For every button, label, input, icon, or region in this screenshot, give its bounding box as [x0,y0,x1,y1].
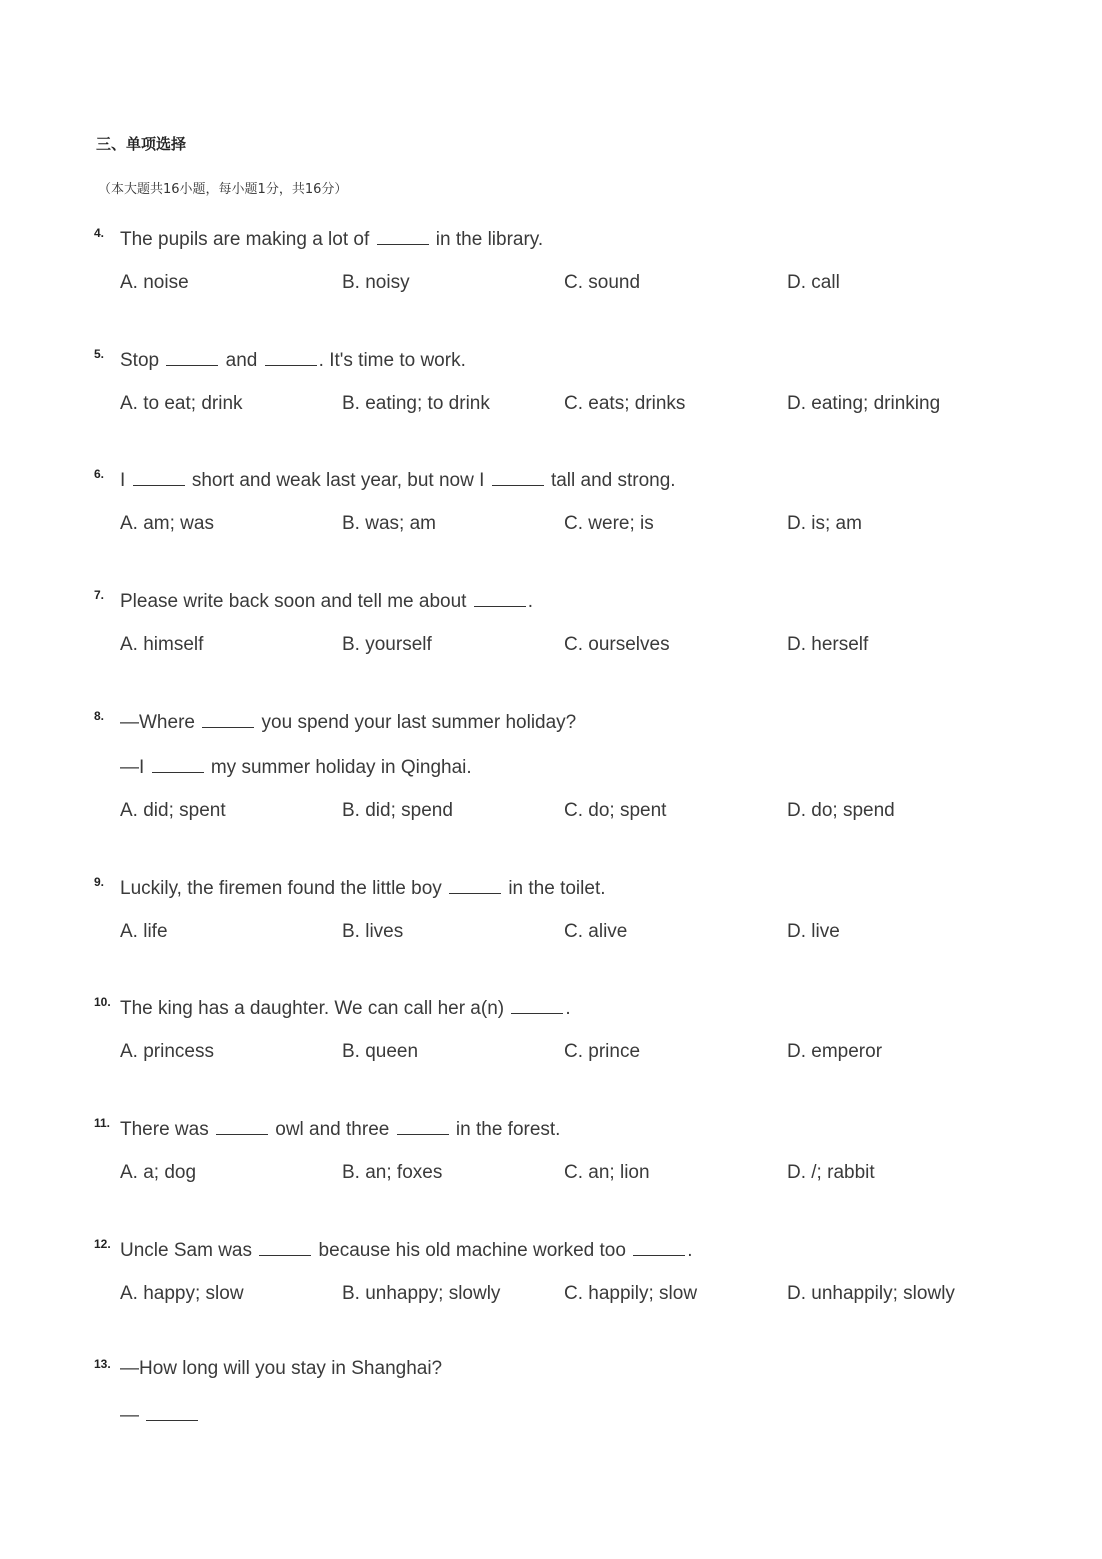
stem-text: . [687,1240,693,1261]
answer-blank [265,347,317,366]
answer-blank [511,995,563,1014]
answer-option: D. is; am [787,513,862,534]
answer-options [120,633,1040,657]
answer-option: C. ourselves [564,634,670,655]
stem-text: Uncle Sam was [120,1240,258,1261]
answer-option: A. a; dog [120,1162,197,1183]
answer-option: D. unhappily; slowly [787,1283,955,1304]
answer-blank [133,467,185,486]
answer-option: B. noisy [342,272,410,293]
answer-blank [166,347,218,366]
stem-text: The pupils are making a lot of [120,229,375,250]
answer-option: C. alive [564,921,628,942]
stem-text: tall and strong. [545,470,676,491]
answer-option: B. queen [342,1041,419,1062]
question-stem [120,1402,200,1428]
question-number: 8. [94,709,105,723]
answer-option: A. am; was [120,513,214,534]
stem-text: —Where [120,712,201,733]
answer-option: C. prince [564,1041,641,1062]
question-number: 9. [94,875,105,889]
answer-option: C. happily; slow [564,1283,698,1304]
stem-text: There was [120,1119,214,1140]
question-stem [120,347,466,373]
answer-option: B. unhappy; slowly [342,1283,501,1304]
question-number: 5. [94,347,105,361]
question-stem [120,588,533,614]
answer-option: D. /; rabbit [787,1162,875,1183]
answer-option: C. were; is [564,513,654,534]
answer-options [120,271,1040,295]
answer-option: D. eating; drinking [787,393,941,414]
answer-blank [216,1116,268,1135]
stem-text: owl and three [269,1119,395,1140]
answer-option: D. emperor [787,1041,883,1062]
answer-options [120,512,1040,536]
answer-option: A. himself [120,634,204,655]
answer-option: C. sound [564,272,641,293]
answer-blank [474,588,526,607]
answer-options [120,920,1040,944]
question-number: 13. [94,1357,111,1371]
answer-option: C. an; lion [564,1162,650,1183]
stem-text: . It's time to work. [318,350,466,371]
answer-option: B. lives [342,921,404,942]
answer-blank [377,226,429,245]
stem-text: . [565,998,571,1019]
stem-text: because his old machine worked too [313,1240,632,1261]
answer-options [120,1040,1040,1064]
answer-blank [492,467,544,486]
answer-option: D. herself [787,634,869,655]
question-number: 12. [94,1237,111,1251]
stem-text: my summer holiday in Qinghai. [205,757,472,778]
answer-options [120,392,1040,416]
answer-blank [449,875,501,894]
answer-option: C. eats; drinks [564,393,686,414]
answer-option: D. live [787,921,840,942]
answer-blank [152,754,204,773]
stem-text: I [120,470,131,491]
answer-option: D. call [787,272,840,293]
question-stem [120,995,571,1021]
question-stem [120,1237,692,1263]
stem-text: and [220,350,263,371]
stem-text: in the toilet. [503,878,606,899]
stem-text: Luckily, the firemen found the little boy [120,878,448,899]
answer-blank [146,1402,198,1421]
answer-option: A. to eat; drink [120,393,243,414]
answer-option: B. an; foxes [342,1162,443,1183]
answer-option: B. did; spend [342,800,453,821]
question-stem [120,709,576,735]
answer-option: B. was; am [342,513,436,534]
answer-option: A. life [120,921,168,942]
question-stem [120,226,543,252]
question-number: 6. [94,467,105,481]
stem-text: Please write back soon and tell me about [120,591,472,612]
answer-blank [397,1116,449,1135]
question-stem [120,875,606,901]
stem-text: Stop [120,350,165,371]
question-number: 7. [94,588,105,602]
question-number: 11. [94,1116,111,1130]
stem-text: —I [120,757,150,778]
question-stem [120,1357,442,1381]
stem-text: The king has a daughter. We can call her a(n) [120,998,510,1019]
stem-text: short and weak last year, but now I [186,470,490,491]
stem-text: — [120,1405,145,1426]
section-title: 三、单项选择 [96,135,187,153]
answer-option: A. happy; slow [120,1283,244,1304]
answer-option: A. noise [120,272,189,293]
answer-option: A. princess [120,1041,214,1062]
section-note: （本大题共16小题，每小题1分，共16分） [98,182,348,197]
question-stem [120,1116,560,1142]
question-number: 10. [94,995,111,1009]
answer-option: C. do; spent [564,800,667,821]
answer-options [120,799,1040,823]
question-stem [120,467,676,493]
answer-options [120,1161,1040,1185]
answer-option: A. did; spent [120,800,226,821]
question-stem [120,754,472,780]
answer-option: B. yourself [342,634,432,655]
answer-blank [202,709,254,728]
question-number: 4. [94,226,105,240]
stem-text: you spend your last summer holiday? [256,712,577,733]
answer-option: B. eating; to drink [342,393,490,414]
stem-text: in the library. [430,229,544,250]
answer-options [120,1282,1040,1306]
answer-option: D. do; spend [787,800,895,821]
stem-text: in the forest. [450,1119,561,1140]
answer-blank [633,1237,685,1256]
stem-text: . [527,591,533,612]
stem-text: —How long will you stay in Shanghai? [120,1358,443,1379]
answer-blank [259,1237,311,1256]
